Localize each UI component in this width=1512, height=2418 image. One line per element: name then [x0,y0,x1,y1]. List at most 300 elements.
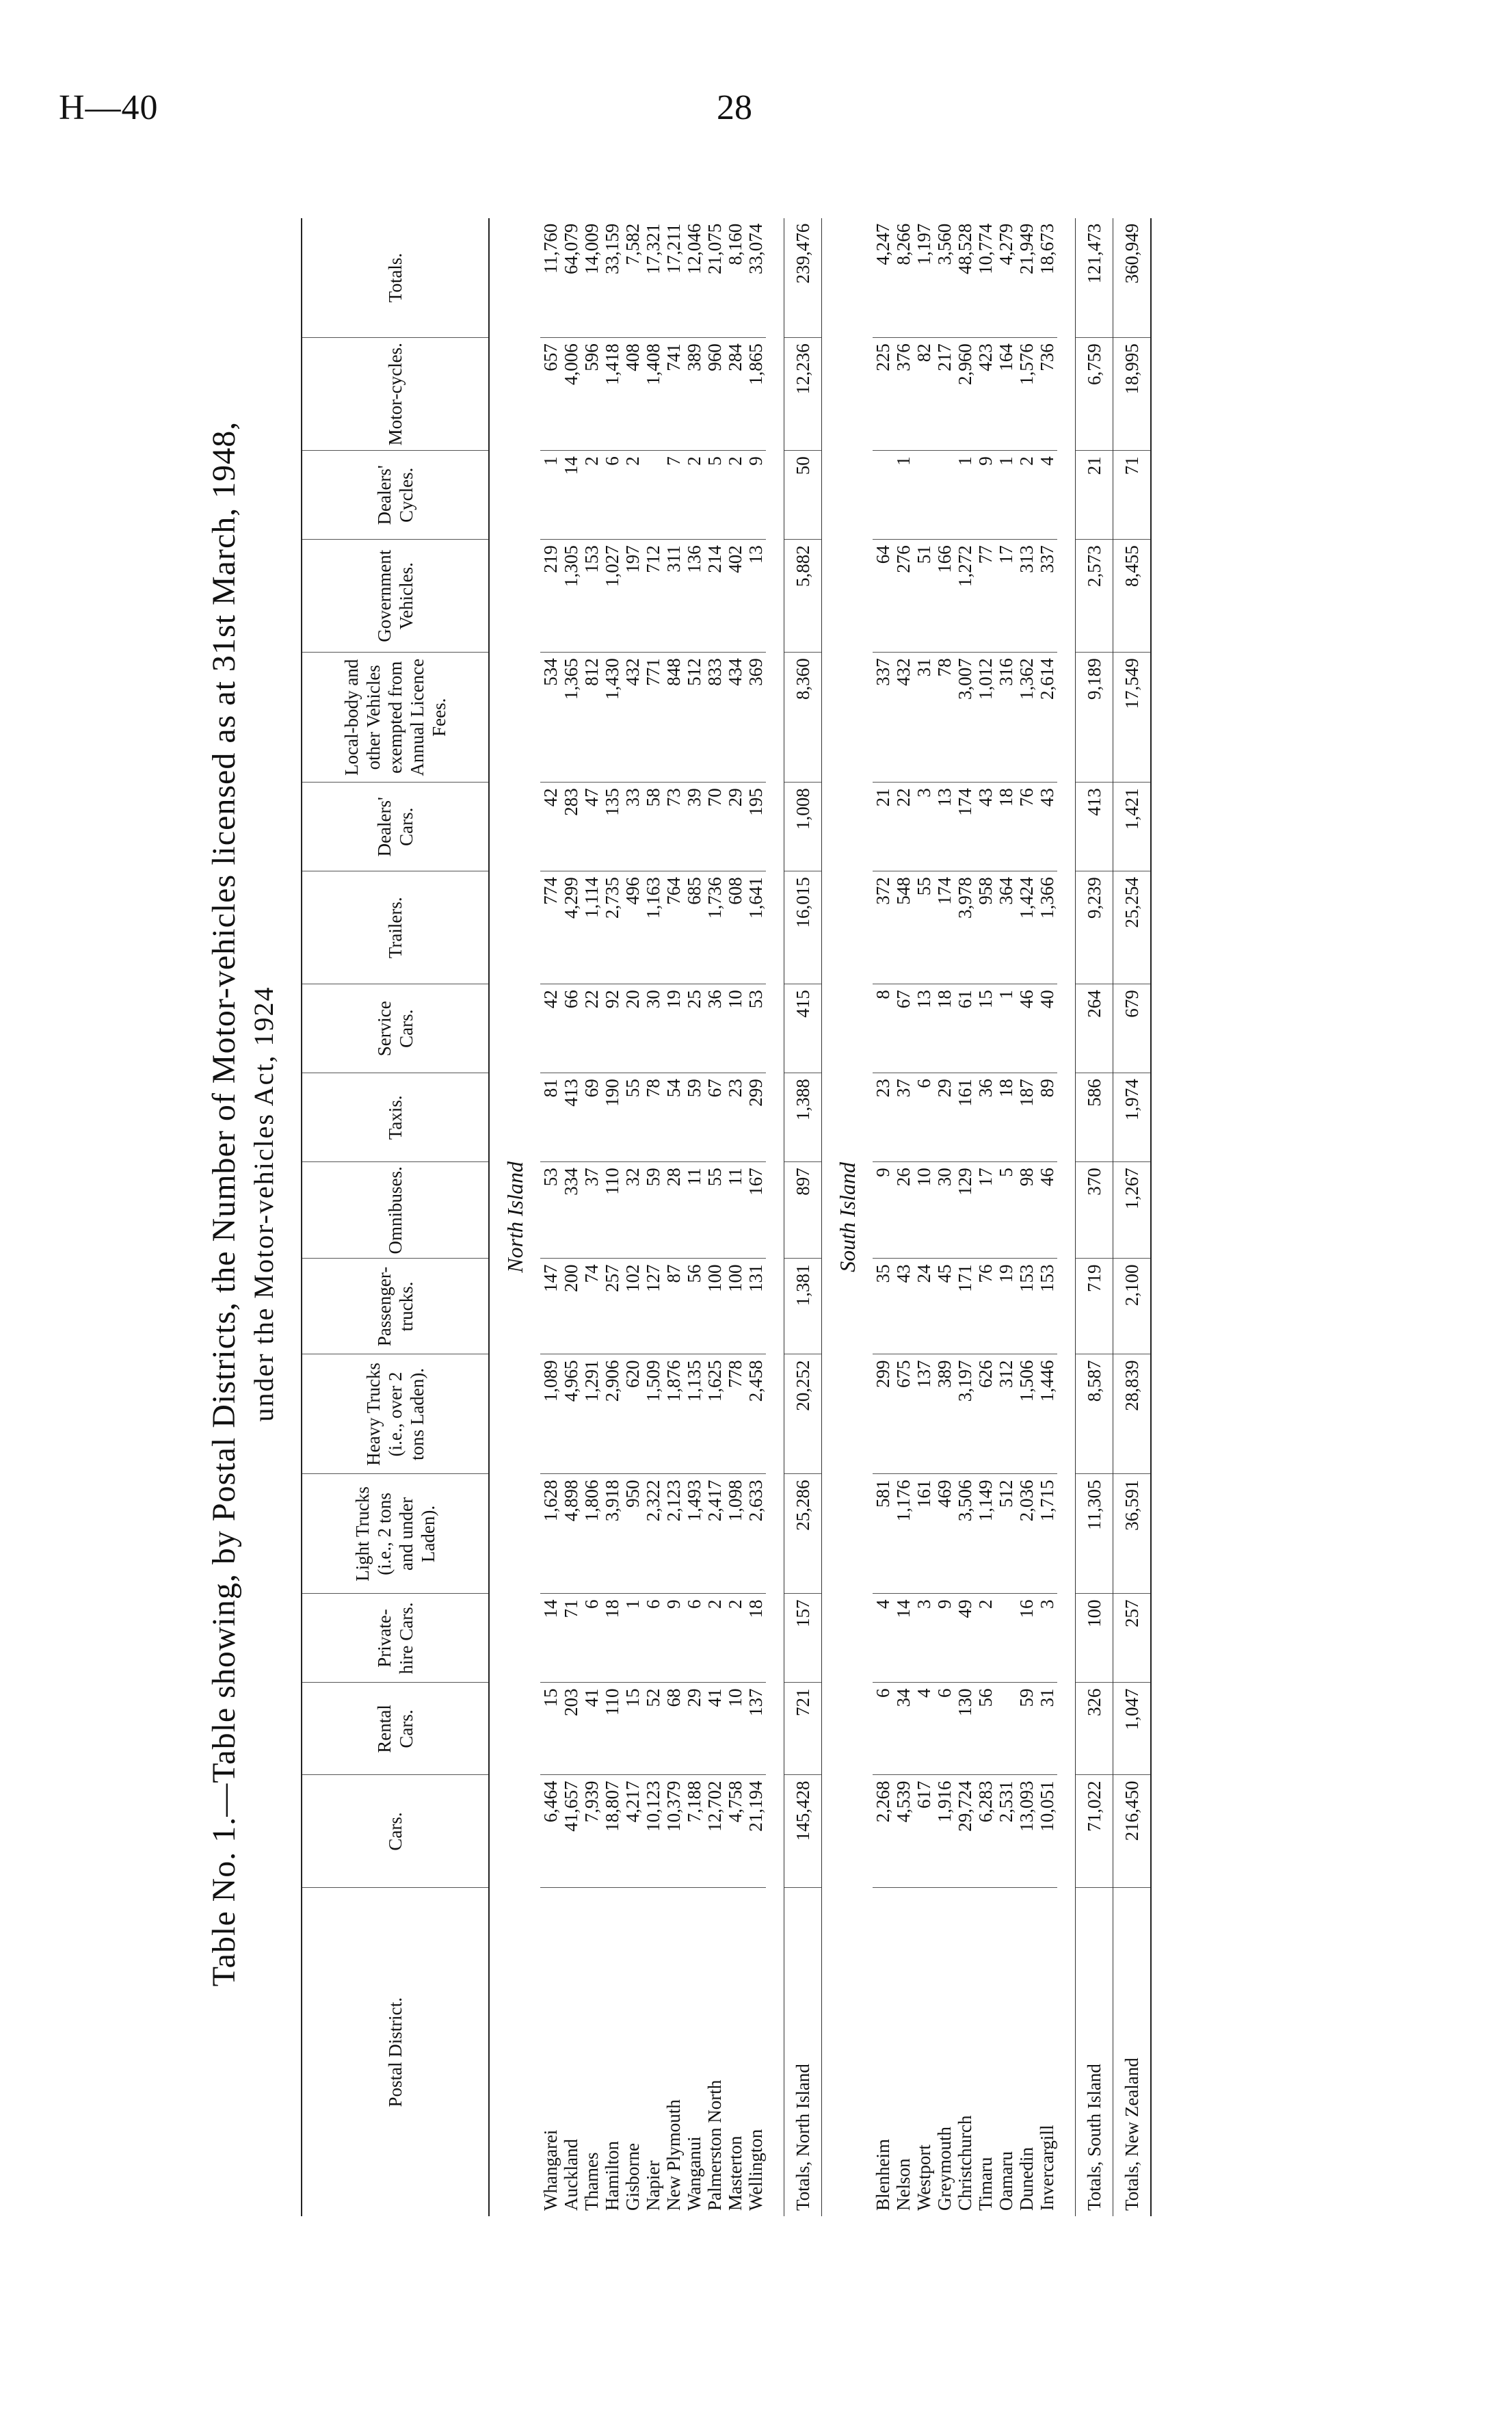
row-label: Blenheim [873,2139,893,2211]
cell-value: 42 [540,783,561,871]
cell-value: 130 [955,1683,975,1775]
cell-value: 137 [745,1683,766,1775]
cell-value: 8 [873,984,893,1073]
cell-value: 1,305 [561,540,581,653]
cell-value: 29 [725,783,745,871]
cell-value: 21 [873,783,893,871]
cell-value: 100 [1076,1594,1113,1683]
cell-value: 4 [914,1683,934,1775]
column-header: Government Vehicles. [302,540,489,653]
cell-value: 4,217 [622,1775,643,1888]
cell-value: 432 [622,653,643,783]
cell-value: 55 [622,1073,643,1162]
cell-value: 21,949 [1016,218,1037,338]
cell-value: 217 [934,338,955,451]
cell-value: 312 [996,1354,1016,1474]
cell-value: 6 [602,451,622,540]
cell-value: 548 [893,871,914,984]
column-header: Light Trucks (i.e., 2 tons and under Laden). [302,1474,489,1594]
cell-value: 56 [975,1683,996,1775]
cell-value: 778 [725,1354,745,1474]
cell-value: 1,509 [643,1354,663,1474]
cell-value: 1 [540,451,561,540]
cell-value: 49 [955,1594,975,1683]
cell-value: 14 [893,1594,914,1683]
cell-value: 432 [893,653,914,783]
cell-value: 334 [561,1162,581,1259]
cell-value [643,451,663,540]
table-header-row [302,218,489,2216]
cell-value: 5 [996,1162,1016,1259]
cell-value: 17,549 [1113,653,1152,783]
cell-value: 5 [704,451,725,540]
cell-value: 1,291 [581,1354,602,1474]
table-row [663,218,684,2216]
cell-value: 2,614 [1037,653,1057,783]
cell-value: 20,252 [784,1354,822,1474]
cell-value: 626 [975,1354,996,1474]
cell-value: 1 [996,451,1016,540]
table-row [684,218,704,2216]
page-number: 28 [717,88,752,127]
cell-value: 131 [745,1259,766,1354]
cell-value: 617 [914,1775,934,1888]
cell-value: 11,760 [540,218,561,338]
cell-value: 1,149 [975,1474,996,1594]
cell-value: 216,450 [1113,1775,1152,1888]
cell-value: 12,702 [704,1775,725,1888]
cell-value: 43 [893,1259,914,1354]
section-heading: South Island [835,1161,860,1272]
cell-value: 14 [540,1594,561,1683]
cell-value: 8,160 [725,218,745,338]
cell-value: 4,279 [996,218,1016,338]
row-label: Masterton [725,2136,745,2211]
cell-value: 6,283 [975,1775,996,1888]
cell-value: 64,079 [561,218,581,338]
cell-value: 137 [914,1354,934,1474]
cell-value: 833 [704,653,725,783]
cell-value: 190 [602,1073,622,1162]
cell-value: 43 [1037,783,1057,871]
cell-value: 24 [914,1259,934,1354]
cell-value: 8,455 [1113,540,1152,653]
cell-value: 4,965 [561,1354,581,1474]
row-label: Wellington [745,2129,766,2211]
cell-value: 11,305 [1076,1474,1113,1594]
cell-value: 18,807 [602,1775,622,1888]
cell-value: 20 [622,984,643,1073]
cell-value: 313 [1016,540,1037,653]
cell-value: 1,974 [1113,1073,1152,1162]
cell-value: 1 [996,984,1016,1073]
cell-value: 774 [540,871,561,984]
cell-value: 608 [725,871,745,984]
cell-value: 1,430 [602,653,622,783]
cell-value: 71 [561,1594,581,1683]
cell-value: 1 [893,451,914,540]
column-header: Postal District. [302,1888,489,2216]
cell-value: 3 [914,783,934,871]
cell-value: 17 [996,540,1016,653]
cell-value: 1 [622,1594,643,1683]
table-body [489,218,1151,2216]
cell-value: 741 [663,338,684,451]
cell-value: 1,388 [784,1073,822,1162]
row-label: Totals, North Island [784,1888,822,2216]
cell-value: 960 [704,338,725,451]
cell-value: 512 [684,653,704,783]
row-label: Auckland [561,2139,581,2211]
table-row [745,218,766,2216]
cell-value: 30 [934,1162,955,1259]
cell-value: 9 [873,1162,893,1259]
cell-value: 18 [996,783,1016,871]
cell-value [934,451,955,540]
cell-value: 34 [893,1683,914,1775]
cell-value: 581 [873,1474,893,1594]
cell-value: 1,012 [975,653,996,783]
cell-value: 2 [581,451,602,540]
cell-value: 31 [1037,1683,1057,1775]
cell-value: 6 [581,1594,602,1683]
cell-value: 9,189 [1076,653,1113,783]
cell-value: 1,876 [663,1354,684,1474]
cell-value: 848 [663,653,684,783]
cell-value: 2,735 [602,871,622,984]
cell-value: 157 [784,1594,822,1683]
cell-value: 64 [873,540,893,653]
cell-value: 389 [684,338,704,451]
cell-value: 239,476 [784,218,822,338]
cell-value: 771 [643,653,663,783]
row-label: Gisborne [622,2143,643,2211]
cell-value [996,1683,1016,1775]
cell-value: 337 [1037,540,1057,653]
cell-value: 71,022 [1076,1775,1113,1888]
cell-value: 17,211 [663,218,684,338]
cell-value: 284 [725,338,745,451]
cell-value: 1,197 [914,218,934,338]
cell-value: 67 [893,984,914,1073]
table-row [643,218,663,2216]
cell-value: 66 [561,984,581,1073]
cell-value: 50 [784,451,822,540]
cell-value: 1,366 [1037,871,1057,984]
section-heading: North Island [503,1161,527,1273]
cell-value: 76 [975,1259,996,1354]
cell-value: 721 [784,1683,822,1775]
table-row [893,218,914,2216]
cell-value: 46 [1016,984,1037,1073]
cell-value: 36 [704,984,725,1073]
row-label: Invercargill [1037,2125,1057,2211]
cell-value: 54 [663,1073,684,1162]
cell-value: 1,027 [602,540,622,653]
cell-value: 100 [725,1259,745,1354]
cell-value: 214 [704,540,725,653]
cell-value: 1,493 [684,1474,704,1594]
cell-value: 46 [1037,1162,1057,1259]
cell-value: 13,093 [1016,1775,1037,1888]
cell-value: 1,098 [725,1474,745,1594]
row-label: Timaru [975,2157,996,2211]
cell-value: 1,267 [1113,1162,1152,1259]
row-label: Dunedin [1016,2147,1037,2211]
cell-value: 3,506 [955,1474,975,1594]
cell-value: 9 [934,1594,955,1683]
row-label: New Plymouth [663,2099,684,2211]
cell-value: 1,408 [643,338,663,451]
row-label: Totals, South Island [1076,1888,1113,2216]
cell-value: 4,299 [561,871,581,984]
cell-value: 299 [873,1354,893,1474]
cell-value: 360,949 [1113,218,1152,338]
cell-value: 1,506 [1016,1354,1037,1474]
row-label: Christchurch [955,2115,975,2211]
cell-value: 13 [914,984,934,1073]
table-row [561,218,581,2216]
cell-value: 70 [704,783,725,871]
cell-value: 2,417 [704,1474,725,1594]
cell-value: 29 [934,1073,955,1162]
cell-value: 53 [540,1162,561,1259]
cell-value: 102 [622,1259,643,1354]
cell-value: 1,446 [1037,1354,1057,1474]
cell-value: 1,641 [745,871,766,984]
row-label: Totals, New Zealand [1113,1888,1152,2216]
section-heading-row [822,218,873,2216]
cell-value: 22 [893,783,914,871]
column-header: Cars. [302,1775,489,1888]
column-header: Service Cars. [302,984,489,1073]
cell-value: 8,266 [893,218,914,338]
cell-value: 55 [704,1162,725,1259]
cell-value: 712 [643,540,663,653]
page-header-left: H—40 [59,88,159,127]
cell-value: 25,286 [784,1474,822,1594]
cell-value: 534 [540,653,561,783]
cell-value: 2 [1016,451,1037,540]
cell-value: 10 [914,1162,934,1259]
cell-value: 100 [704,1259,725,1354]
motor-vehicles-table [301,218,1152,2216]
cell-value: 174 [934,871,955,984]
cell-value: 264 [1076,984,1113,1073]
cell-value: 736 [1037,338,1057,451]
table-row [1016,218,1037,2216]
cell-value: 469 [934,1474,955,1594]
cell-value: 9 [745,451,766,540]
spacer-cell [766,218,784,2216]
row-label: Napier [643,2160,663,2211]
cell-value: 41 [704,1683,725,1775]
cell-value: 59 [1016,1683,1037,1775]
cell-value: 59 [684,1073,704,1162]
cell-value: 51 [914,540,934,653]
cell-value: 719 [1076,1259,1113,1354]
cell-value: 187 [1016,1073,1037,1162]
cell-value: 13 [745,540,766,653]
cell-value: 17,321 [643,218,663,338]
cell-value: 164 [996,338,1016,451]
cell-value: 2,633 [745,1474,766,1594]
cell-value: 1,916 [934,1775,955,1888]
cell-value: 53 [745,984,766,1073]
cell-value: 45 [934,1259,955,1354]
cell-value: 28,839 [1113,1354,1152,1474]
cell-value: 423 [975,338,996,451]
cell-value: 7,582 [622,218,643,338]
cell-value: 376 [893,338,914,451]
row-label: Hamilton [602,2141,622,2211]
cell-value: 41 [581,1683,602,1775]
row-label: Greymouth [934,2127,955,2211]
cell-value: 316 [996,653,1016,783]
cell-value: 197 [622,540,643,653]
cell-value: 110 [602,1683,622,1775]
cell-value: 4,758 [725,1775,745,1888]
cell-value: 8,587 [1076,1354,1113,1474]
cell-value: 69 [581,1073,602,1162]
cell-value: 21,194 [745,1775,766,1888]
section-heading-row [489,218,540,2216]
cell-value: 372 [873,871,893,984]
cell-value: 10,774 [975,218,996,338]
cell-value: 402 [725,540,745,653]
section-total-row [784,218,822,2216]
cell-value: 370 [1076,1162,1113,1259]
cell-value: 18 [745,1594,766,1683]
cell-value: 1,176 [893,1474,914,1594]
table-row [934,218,955,2216]
cell-value: 1,628 [540,1474,561,1594]
table-row [704,218,725,2216]
row-label: Whangarei [540,2129,561,2211]
cell-value: 18 [934,984,955,1073]
cell-value: 171 [955,1259,975,1354]
table-row [1037,218,1057,2216]
cell-value: 42 [540,984,561,1073]
cell-value: 1,806 [581,1474,602,1594]
cell-value: 496 [622,871,643,984]
cell-value: 1,424 [1016,871,1037,984]
cell-value: 35 [873,1259,893,1354]
cell-value: 10 [725,1683,745,1775]
cell-value: 37 [893,1073,914,1162]
cell-value: 167 [745,1162,766,1259]
column-header: Local-body and other Vehicles exempted from Annual Licence Fees. [302,653,489,783]
cell-value: 73 [663,783,684,871]
cell-value [873,451,893,540]
cell-value: 3,918 [602,1474,622,1594]
cell-value: 92 [602,984,622,1073]
cell-value: 389 [934,1354,955,1474]
cell-value: 12,236 [784,338,822,451]
cell-value: 21 [1076,451,1113,540]
cell-value: 81 [540,1073,561,1162]
cell-value: 586 [1076,1073,1113,1162]
cell-value: 33 [622,783,643,871]
cell-value: 1,365 [561,653,581,783]
cell-value: 1,135 [684,1354,704,1474]
cell-value: 219 [540,540,561,653]
table-row [540,218,561,2216]
cell-value: 2,123 [663,1474,684,1594]
cell-value: 127 [643,1259,663,1354]
column-header: Totals. [302,218,489,338]
cell-value: 8,360 [784,653,822,783]
cell-value: 958 [975,871,996,984]
cell-value: 1,715 [1037,1474,1057,1594]
cell-value: 174 [955,783,975,871]
row-label: Nelson [893,2158,914,2211]
cell-value: 2,036 [1016,1474,1037,1594]
cell-value: 36 [975,1073,996,1162]
cell-value: 26 [893,1162,914,1259]
cell-value: 71 [1113,451,1152,540]
cell-value: 1,114 [581,871,602,984]
cell-value: 4,006 [561,338,581,451]
table-row [996,218,1016,2216]
cell-value: 2 [622,451,643,540]
cell-value: 28 [663,1162,684,1259]
cell-value: 2 [725,451,745,540]
cell-value: 276 [893,540,914,653]
cell-value: 4,539 [893,1775,914,1888]
cell-value: 2,458 [745,1354,766,1474]
table-row [914,218,934,2216]
cell-value: 17 [975,1162,996,1259]
table-row [581,218,602,2216]
grand-total-row [1113,218,1152,2216]
cell-value: 153 [581,540,602,653]
table-row [602,218,622,2216]
row-label: Palmerston North [704,2079,725,2211]
cell-value: 136 [684,540,704,653]
cell-value: 6 [934,1683,955,1775]
cell-value: 7,188 [684,1775,704,1888]
cell-value: 1,625 [704,1354,725,1474]
cell-value: 812 [581,653,602,783]
cell-value: 22 [581,984,602,1073]
cell-value: 76 [1016,783,1037,871]
cell-value: 19 [996,1259,1016,1354]
column-header: Heavy Trucks (i.e., over 2 tons Laden). [302,1354,489,1474]
cell-value: 166 [934,540,955,653]
cell-value: 2 [975,1594,996,1683]
column-header: Motor-cycles. [302,338,489,451]
cell-value: 9 [975,451,996,540]
column-header: Passenger-trucks. [302,1259,489,1354]
cell-value: 59 [643,1162,663,1259]
column-header: Trailers. [302,871,489,984]
cell-value: 39 [684,783,704,871]
cell-value [914,451,934,540]
cell-value: 31 [914,653,934,783]
cell-value: 30 [643,984,663,1073]
cell-value: 15 [540,1683,561,1775]
cell-value: 1,008 [784,783,822,871]
cell-value: 3,978 [955,871,975,984]
cell-value: 12,046 [684,218,704,338]
cell-value: 33,074 [745,218,766,338]
cell-value: 74 [581,1259,602,1354]
cell-value: 764 [663,871,684,984]
table-row [622,218,643,2216]
cell-value: 1,163 [643,871,663,984]
cell-value: 195 [745,783,766,871]
